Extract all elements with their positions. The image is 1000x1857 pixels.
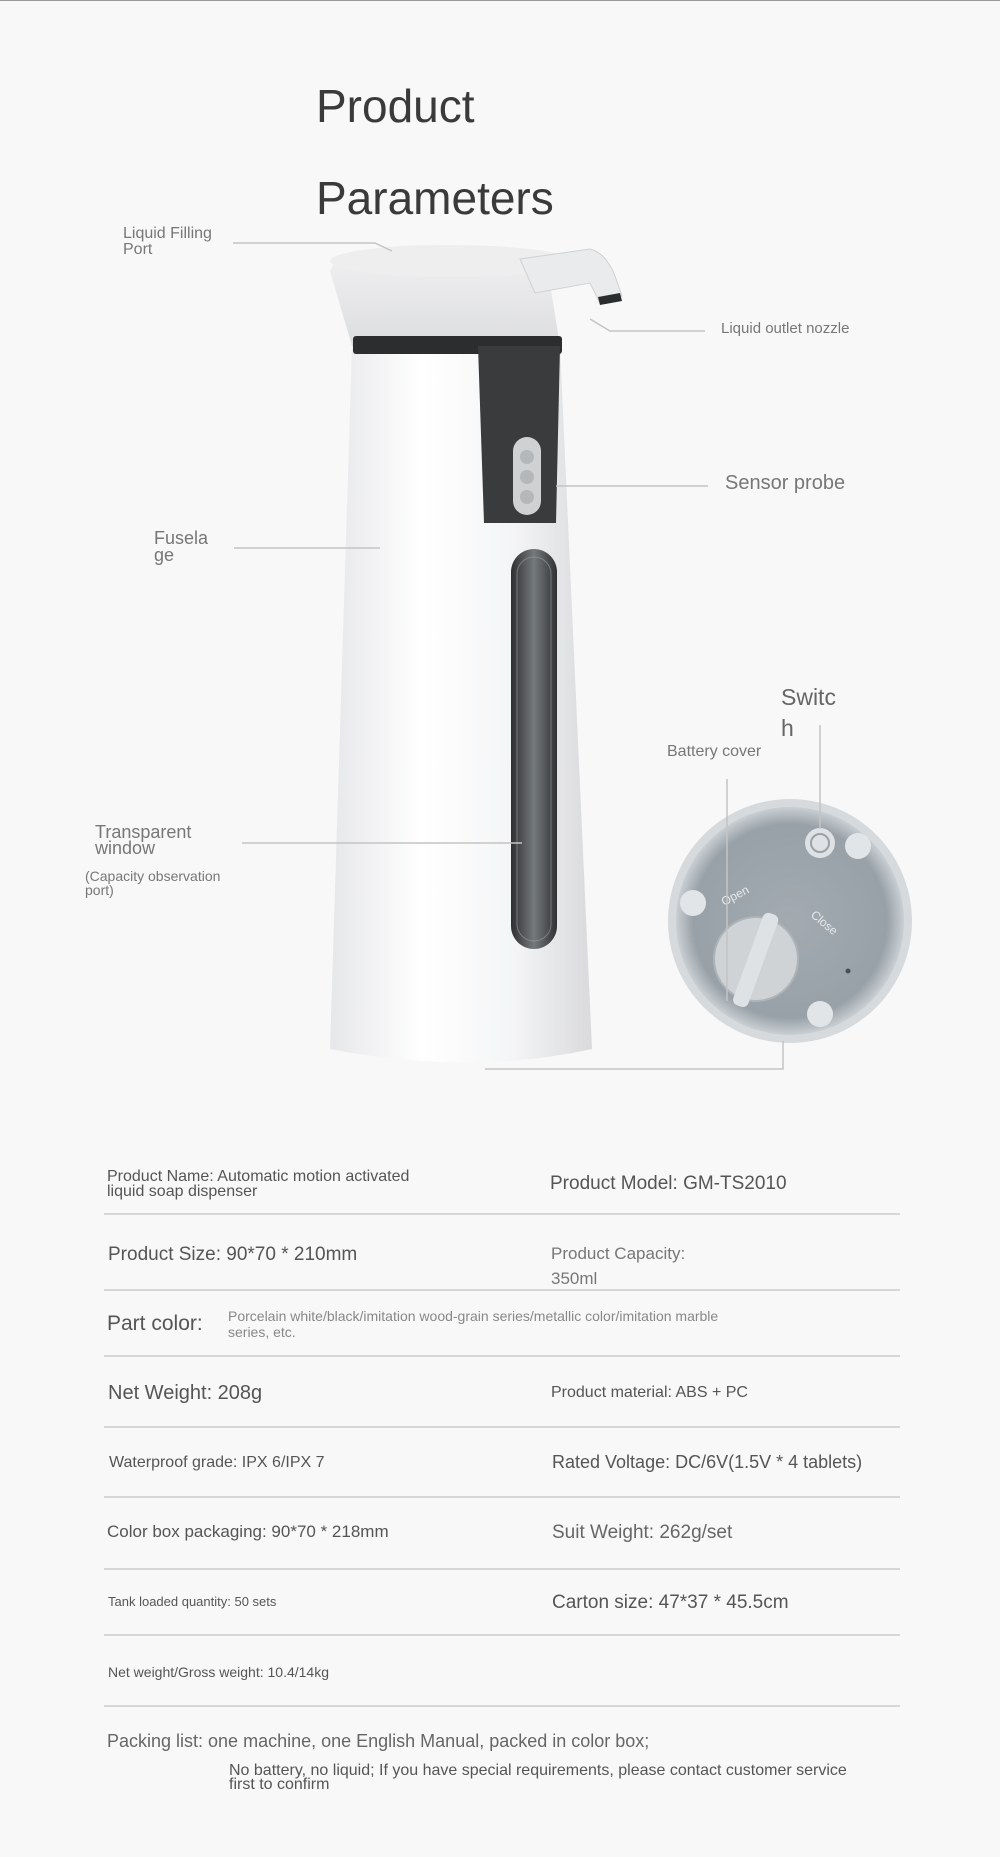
- packing-note-2: first to confirm: [229, 1776, 330, 1793]
- product-size: Product Size: 90*70 * 210mm: [108, 1244, 358, 1265]
- dispenser-body: [330, 245, 622, 1063]
- carton-size: Carton size: 47*37 * 45.5cm: [552, 1592, 789, 1613]
- capacity-port-label-2: port): [85, 882, 114, 898]
- liquid-outlet-nozzle-label: Liquid outlet nozzle: [721, 320, 850, 337]
- base-close-label: Close: [808, 907, 841, 939]
- capacity-port-label-1: (Capacity observation: [85, 868, 221, 884]
- battery-cover-label: Battery cover: [667, 743, 762, 760]
- row-divider: [104, 1634, 900, 1636]
- product-illustration: [0, 1, 1000, 1101]
- packing-list: Packing list: one machine, one English Manual, packed in color box;: [107, 1731, 650, 1751]
- switch-label-2: h: [781, 715, 794, 741]
- transparent-window-label-2: window: [95, 838, 156, 858]
- suit-weight: Suit Weight: 262g/set: [552, 1522, 733, 1543]
- part-color-value-2: series, etc.: [228, 1324, 296, 1340]
- product-model: Product Model: GM-TS2010: [550, 1173, 787, 1194]
- sensor-probe-label: Sensor probe: [725, 472, 846, 494]
- product-name-1: Product Name: Automatic motion activated: [107, 1168, 410, 1185]
- part-color-value-1: Porcelain white/black/imitation wood-grain series/metallic color/imitation marble: [228, 1308, 719, 1324]
- color-box-packaging: Color box packaging: 90*70 * 218mm: [107, 1522, 389, 1541]
- product-capacity-1: Product Capacity:: [551, 1244, 686, 1263]
- rated-voltage: Rated Voltage: DC/6V(1.5V * 4 tablets): [552, 1452, 863, 1472]
- net-weight: Net Weight: 208g: [108, 1382, 263, 1404]
- transparent-window-label-1: Transparent: [95, 822, 192, 842]
- row-divider: [104, 1213, 900, 1215]
- product-name-2: liquid soap dispenser: [107, 1183, 258, 1200]
- switch-label-1: Switc: [781, 684, 836, 710]
- fuselage-label-2: ge: [154, 545, 175, 565]
- product-capacity-2: 350ml: [551, 1269, 598, 1288]
- page-title-line1: Product: [316, 80, 475, 132]
- base-open-label: Open: [718, 882, 752, 909]
- row-divider: [104, 1568, 900, 1570]
- row-divider: [104, 1426, 900, 1428]
- page-title-line2: Parameters: [316, 172, 554, 224]
- waterproof-grade: Waterproof grade: IPX 6/IPX 7: [109, 1454, 325, 1471]
- battery-base-detail: [668, 799, 912, 1043]
- liquid-filling-port-label-1: Liquid Filling: [123, 225, 212, 242]
- row-divider: [104, 1496, 900, 1498]
- fuselage-label-1: Fusela: [154, 528, 209, 548]
- liquid-filling-port-label-2: Port: [123, 241, 153, 258]
- row-divider: [104, 1355, 900, 1357]
- packing-note-1: No battery, no liquid; If you have special requirements, please contact customer service: [229, 1762, 847, 1779]
- part-color-label: Part color:: [107, 1312, 203, 1335]
- tank-loaded-quantity: Tank loaded quantity: 50 sets: [108, 1594, 277, 1609]
- row-divider: [104, 1289, 900, 1291]
- net-gross-weight: Net weight/Gross weight: 10.4/14kg: [108, 1664, 330, 1680]
- product-material: Product material: ABS + PC: [551, 1384, 748, 1401]
- row-divider: [104, 1705, 900, 1707]
